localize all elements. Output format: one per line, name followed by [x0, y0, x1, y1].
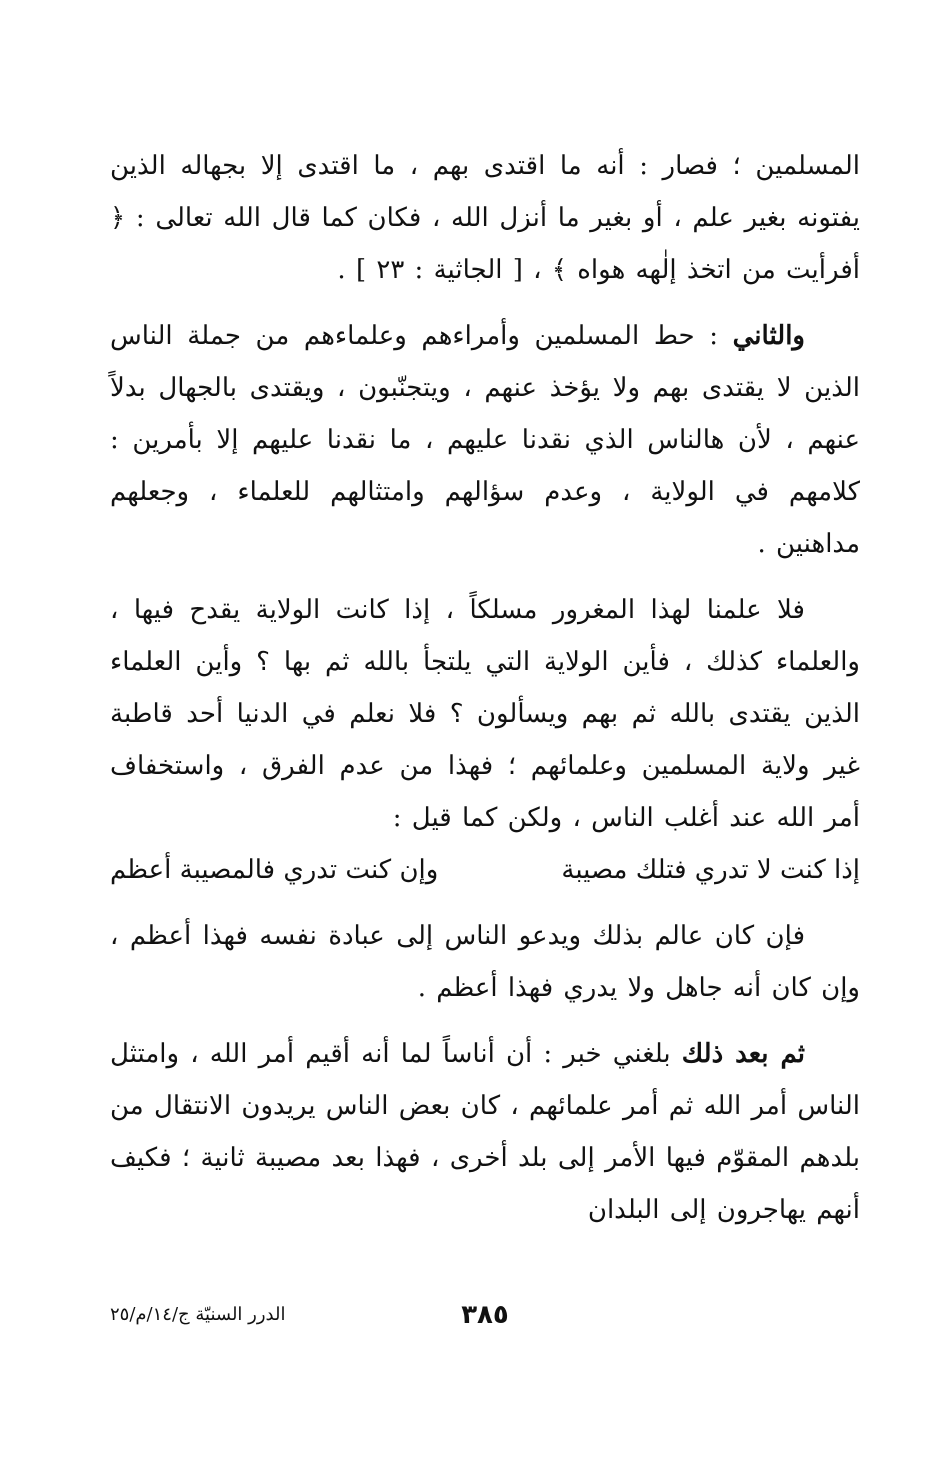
- page-footer: [110, 1300, 860, 1340]
- paragraph-5: [110, 1028, 860, 1236]
- verse-second-hemistich: وإن كنت تدري فالمصيبة أعظم: [110, 855, 439, 885]
- paragraph-2: [110, 310, 860, 570]
- paragraph-5-lead: ثم بعد ذلك: [681, 1039, 805, 1069]
- paragraph-2-lead: والثاني: [732, 321, 805, 351]
- paragraph-5-text: بلغني خبر : أن أناساً لما أنه أقيم أمر الله ، وامتثل الناس أمر الله ثم أمر علمائهم ، كان بعض الناس يريدون الانتقال من بلدهم المقوّم فيها الأمر إلى بلد أخرى ، فهذا بعد مصيبة ثانية ؛ فكيف أنهم يهاجرون إلى البلدان: [110, 1039, 860, 1225]
- poetry-verse: [110, 844, 860, 896]
- paragraph-3: فلا علمنا لهذا المغرور مسلكاً ، إذا كانت الولاية يقدح فيها ، والعلماء كذلك ، فأين الولاية التي يلتجأ بالله ثم بها ؟ وأين العلماء الذين يقتدى بالله ثم بهم ويسألون ؟ فلا نعلم في الدنيا أحد قاطبة غير ولاية المسلمين وعلمائهم ؛ فهذا من عدم الفرق ، واستخفاف أمر الله عند أغلب الناس ، ولكن كما قيل :: [110, 595, 860, 833]
- source-reference: الدرر السنيّة ج/١٤/م/٢٥: [110, 1304, 286, 1325]
- paragraph-1: المسلمين ؛ فصار : أنه ما اقتدى بهم ، ما اقتدى إلا بجهاله الذين يفتونه بغير علم ، أو بغير ما أنزل الله ، فكان كما قال الله تعالى : ﴿ أفرأيت من اتخذ إلٰهه هواه ﴾ ، [ الجاثية : ٢٣ ] .: [110, 151, 860, 285]
- paragraph-2-text: : حط المسلمين وأمراءهم وعلماءهم من جملة الناس الذين لا يقتدى بهم ولا يؤخذ عنهم ، ويتجنّبون ، ويقتدى بالجهال بدلاً عنهم ، لأن هالناس الذي نقدنا عليهم ، ما نقدنا عليهم إلا بأمرين : كلامهم في الولاية ، وعدم سؤالهم وامتثالهم للعلماء ، وجعلهم مداهنين .: [110, 321, 860, 559]
- page-body: [110, 140, 860, 1236]
- page-number: ٣٨٥: [461, 1300, 509, 1330]
- paragraph-4: فإن كان عالم بذلك ويدعو الناس إلى عبادة نفسه فهذا أعظم ، وإن كان أنه جاهل ولا يدري فهذا أعظم .: [110, 921, 860, 1003]
- verse-first-hemistich: إذا كنت لا تدري فتلك مصيبة: [561, 855, 860, 885]
